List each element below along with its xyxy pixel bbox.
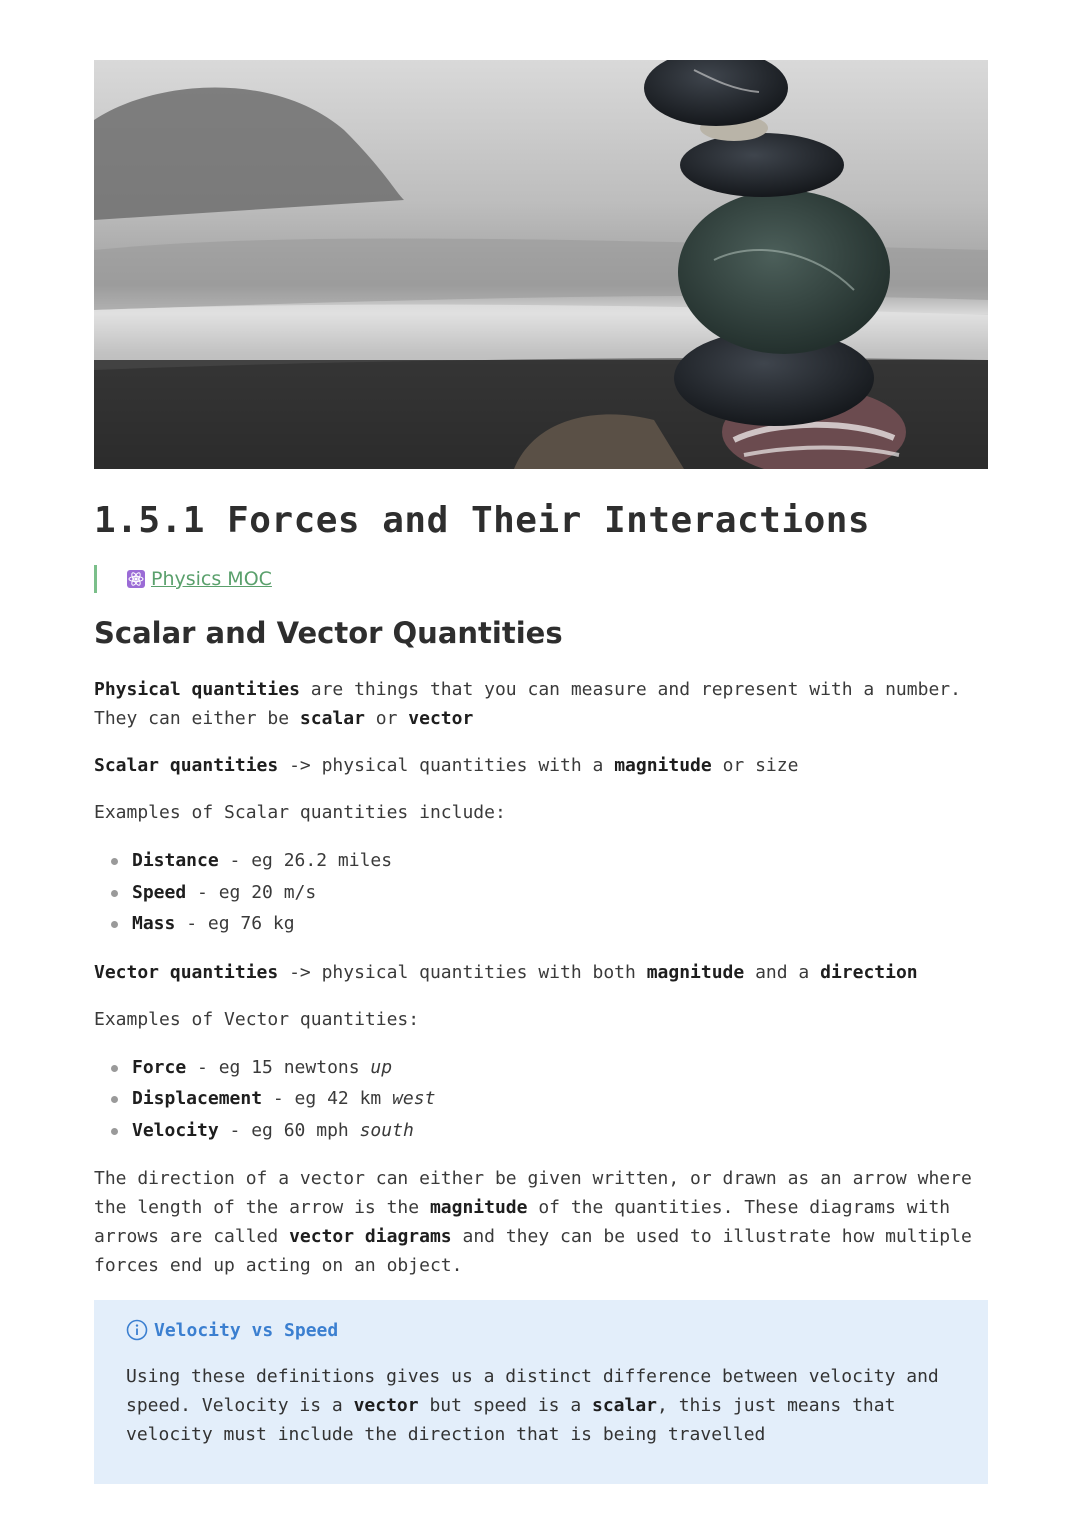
- info-callout: [94, 1300, 988, 1484]
- list-item: Displacement - eg 42 km west: [108, 1083, 988, 1115]
- vector-definition: Vector quantities -> physical quantities with both magnitude and a direction: [94, 961, 918, 983]
- list-item: Velocity - eg 60 mph south: [108, 1115, 988, 1147]
- callout-body: Using these definitions gives us a distinct difference between velocity and speed. Velocity is a vector but speed is a scalar, this just means that velocity must include the direction that is being travelled: [126, 1366, 939, 1445]
- vector-examples-list: [94, 1052, 988, 1147]
- vector-examples-intro: Examples of Vector quantities:: [94, 1008, 420, 1030]
- physics-moc-link[interactable]: Physics MOC: [151, 568, 272, 590]
- page-title: 1.5.1 Forces and Their Interactions: [94, 500, 871, 541]
- moc-quote: [94, 565, 988, 593]
- scalar-definition: Scalar quantities -> physical quantities with a magnitude or size: [94, 755, 799, 776]
- scalar-examples-list: [94, 845, 988, 940]
- info-icon: [126, 1319, 148, 1341]
- scalar-examples-intro: Examples of Scalar quantities include:: [94, 802, 506, 823]
- list-item: Force - eg 15 newtons up: [108, 1052, 988, 1084]
- list-item: Distance - eg 26.2 miles: [108, 845, 988, 877]
- list-item: Mass - eg 76 kg: [108, 908, 988, 940]
- section-heading: Scalar and Vector Quantities: [94, 616, 563, 650]
- atom-icon: [127, 570, 145, 588]
- intro-paragraph: Physical quantities are things that you can measure and represent with a number. They can either be scalar or vector: [94, 679, 961, 729]
- banner-image: [94, 60, 988, 469]
- callout-title[interactable]: [126, 1316, 956, 1344]
- callout-title-text: Velocity vs Speed: [154, 1319, 339, 1341]
- vector-diagram-paragraph: The direction of a vector can either be given written, or drawn as an arrow where the length of the arrow is the magnitude of the quantities. These diagrams with arrows are called vector diagrams and they can be used to illustrate how multiple forces end up acting on an object.: [94, 1168, 972, 1276]
- list-item: Speed - eg 20 m/s: [108, 877, 988, 909]
- note-page: [94, 60, 988, 1484]
